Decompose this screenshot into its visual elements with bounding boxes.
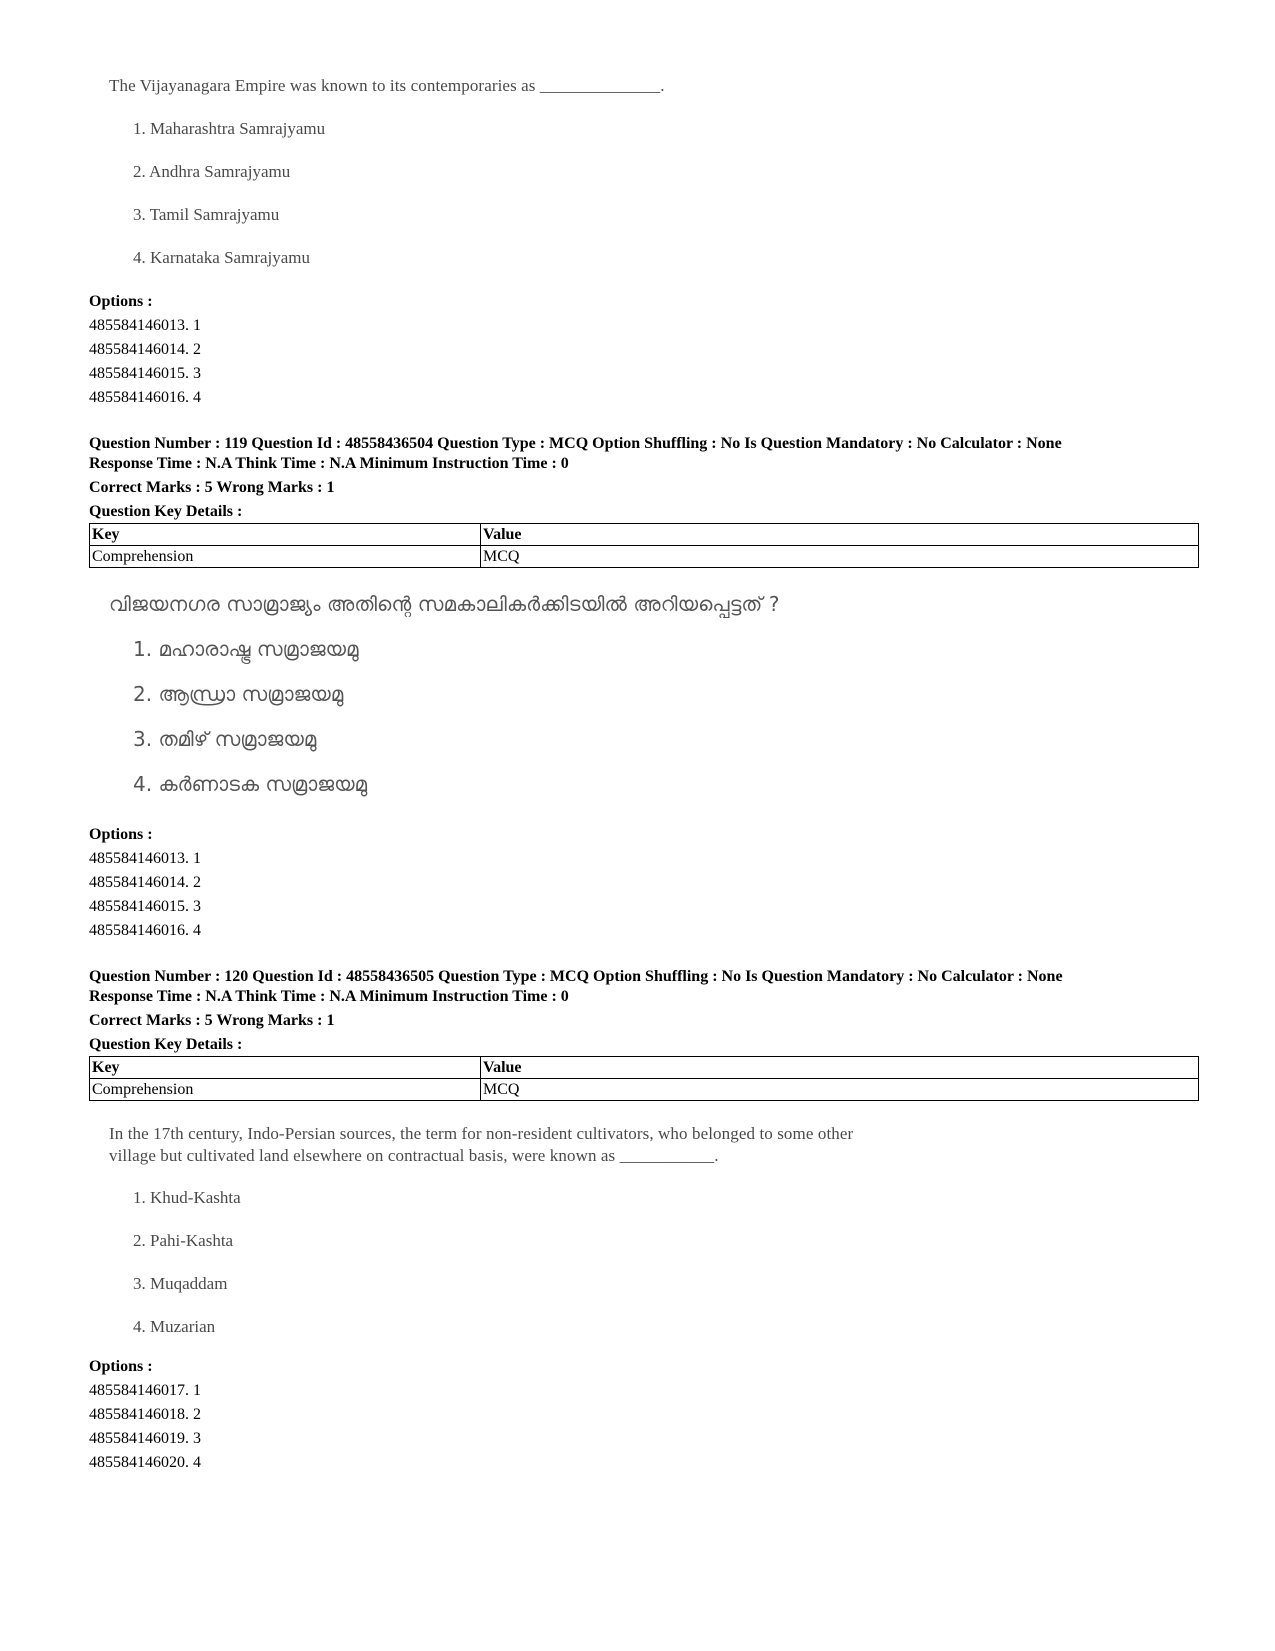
value-cell: MCQ: [481, 1079, 1199, 1101]
q120-marks: Correct Marks : 5 Wrong Marks : 1: [89, 1012, 335, 1029]
q118-option-4: 485584146016. 4: [89, 389, 201, 406]
q120-choice-3: 3. Muqaddam: [133, 1274, 228, 1293]
q120-question-image: [109, 1124, 853, 1339]
q120-meta-line2: Response Time : N.A Think Time : N.A Minimum Instruction Time : 0: [89, 988, 569, 1005]
q118-stem: The Vijayanagara Empire was known to its contemporaries as ______________.: [109, 76, 665, 95]
q120-metadata: [89, 967, 1199, 1055]
q119-choice-4: 4. കർണാടക സമ്രാജയമു: [133, 772, 368, 796]
key-cell: Comprehension: [90, 546, 481, 568]
q119-option-4: 485584146016. 4: [89, 922, 201, 939]
q119-option-2: 485584146014. 2: [89, 874, 201, 891]
q118-choice-2: 2. Andhra Samrajyamu: [133, 162, 291, 181]
q118-options: [89, 290, 201, 410]
q120-option-1: 485584146017. 1: [89, 1382, 201, 1399]
q119-choice-3: 3. തമിഴ് സമ്രാജയമു: [133, 727, 317, 751]
q119-choice-2: 2. ആന്ധ്രാ സമ്രാജയമു: [133, 682, 344, 706]
q119-options-title: Options :: [89, 826, 153, 843]
value-cell: MCQ: [481, 546, 1199, 568]
q118-options-title: Options :: [89, 293, 153, 310]
key-cell: Comprehension: [90, 1079, 481, 1101]
value-header: Value: [481, 1057, 1199, 1079]
q119-meta-line2: Response Time : N.A Think Time : N.A Minimum Instruction Time : 0: [89, 455, 569, 472]
q119-options: [89, 823, 201, 943]
q120-choice-4: 4. Muzarian: [133, 1317, 216, 1336]
q120-key-table: [89, 1056, 1199, 1101]
q120-choice-1: 1. Khud-Kashta: [133, 1188, 241, 1207]
q119-metadata: [89, 434, 1199, 522]
table-header-row: [90, 1057, 1199, 1079]
q120-option-2: 485584146018. 2: [89, 1406, 201, 1423]
q120-option-4: 485584146020. 4: [89, 1454, 201, 1471]
q120-options: [89, 1355, 201, 1475]
q119-stem: വിജയനഗര സാമ്രാജ്യം അതിന്റെ സമകാലികർക്കിടയിൽ അറിയപ്പെട്ടത് ?: [109, 592, 780, 616]
value-header: Value: [481, 524, 1199, 546]
table-row: [90, 546, 1199, 568]
q118-choice-3: 3. Tamil Samrajyamu: [133, 205, 280, 224]
q120-stem-line1: In the 17th century, Indo-Persian sources, the term for non-resident cultivators, who belonged to some other: [109, 1124, 854, 1143]
key-header: Key: [90, 1057, 481, 1079]
q119-option-3: 485584146015. 3: [89, 898, 201, 915]
q119-meta-line1: Question Number : 119 Question Id : 48558436504 Question Type : MCQ Option Shuffling : No Is Question Mandatory : No Calculator : None: [89, 435, 1062, 452]
q118-option-1: 485584146013. 1: [89, 317, 201, 334]
q119-choice-1: 1. മഹാരാഷ്ട്ര സമ്രാജയമു: [133, 637, 359, 661]
q118-question-image: [109, 76, 665, 270]
q118-option-3: 485584146015. 3: [89, 365, 201, 382]
q119-key-details-title: Question Key Details :: [89, 503, 243, 520]
q120-key-details-title: Question Key Details :: [89, 1036, 243, 1053]
q120-stem-line2: village but cultivated land elsewhere on contractual basis, were known as ___________.: [109, 1146, 719, 1165]
q119-key-table: [89, 523, 1199, 568]
q118-option-2: 485584146014. 2: [89, 341, 201, 358]
q120-options-title: Options :: [89, 1358, 153, 1375]
q120-choice-2: 2. Pahi-Kashta: [133, 1231, 234, 1250]
q119-marks: Correct Marks : 5 Wrong Marks : 1: [89, 479, 335, 496]
q119-question-image: [109, 592, 780, 800]
q119-option-1: 485584146013. 1: [89, 850, 201, 867]
q118-choice-4: 4. Karnataka Samrajyamu: [133, 248, 311, 267]
q120-option-3: 485584146019. 3: [89, 1430, 201, 1447]
q118-choice-1: 1. Maharashtra Samrajyamu: [133, 119, 326, 138]
table-header-row: [90, 524, 1199, 546]
q120-meta-line1: Question Number : 120 Question Id : 48558436505 Question Type : MCQ Option Shuffling : No Is Question Mandatory : No Calculator : None: [89, 968, 1063, 985]
table-row: [90, 1079, 1199, 1101]
key-header: Key: [90, 524, 481, 546]
